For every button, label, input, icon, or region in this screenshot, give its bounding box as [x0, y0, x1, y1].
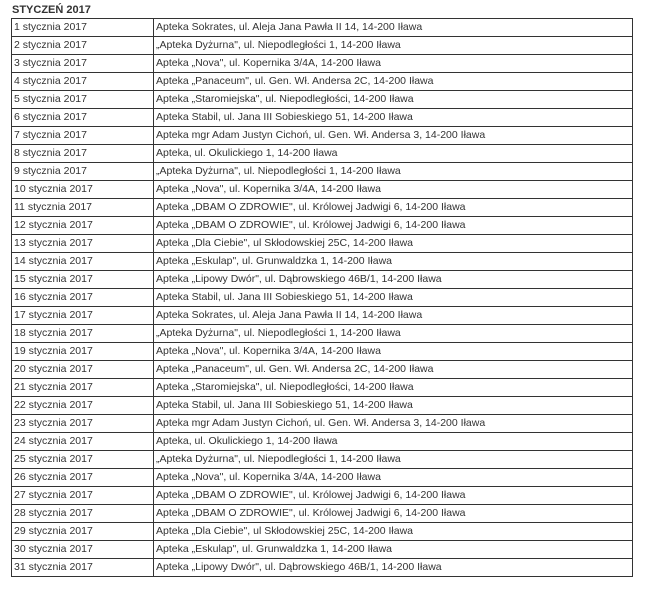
date-cell: 13 stycznia 2017 [12, 235, 154, 253]
date-cell: 6 stycznia 2017 [12, 109, 154, 127]
pharmacy-cell: Apteka „Staromiejska", ul. Niepodległości, 14-200 Iława [154, 91, 633, 109]
table-row [12, 307, 633, 325]
table-row [12, 559, 633, 577]
date-cell: 24 stycznia 2017 [12, 433, 154, 451]
table-row [12, 73, 633, 91]
pharmacy-cell: Apteka „DBAM O ZDROWIE", ul. Królowej Jadwigi 6, 14-200 Iława [154, 505, 633, 523]
date-cell: 20 stycznia 2017 [12, 361, 154, 379]
pharmacy-cell: Apteka mgr Adam Justyn Cichoń, ul. Gen. Wł. Andersa 3, 14-200 Iława [154, 415, 633, 433]
date-cell: 25 stycznia 2017 [12, 451, 154, 469]
date-cell: 8 stycznia 2017 [12, 145, 154, 163]
pharmacy-cell: Apteka Stabil, ul. Jana III Sobieskiego 51, 14-200 Iława [154, 109, 633, 127]
table-row [12, 55, 633, 73]
pharmacy-cell: Apteka „Eskulap", ul. Grunwaldzka 1, 14-200 Iława [154, 541, 633, 559]
table-row [12, 505, 633, 523]
pharmacy-cell: Apteka „Lipowy Dwór", ul. Dąbrowskiego 46B/1, 14-200 Iława [154, 559, 633, 577]
table-row [12, 235, 633, 253]
date-cell: 28 stycznia 2017 [12, 505, 154, 523]
date-cell: 3 stycznia 2017 [12, 55, 154, 73]
pharmacy-cell: Apteka Sokrates, ul. Aleja Jana Pawła II 14, 14-200 Iława [154, 307, 633, 325]
date-cell: 11 stycznia 2017 [12, 199, 154, 217]
table-row [12, 379, 633, 397]
table-row [12, 415, 633, 433]
date-cell: 2 stycznia 2017 [12, 37, 154, 55]
pharmacy-cell: Apteka, ul. Okulickiego 1, 14-200 Iława [154, 145, 633, 163]
pharmacy-cell: Apteka „Staromiejska", ul. Niepodległości, 14-200 Iława [154, 379, 633, 397]
pharmacy-cell: Apteka „Panaceum", ul. Gen. Wł. Andersa 2C, 14-200 Iława [154, 73, 633, 91]
date-cell: 30 stycznia 2017 [12, 541, 154, 559]
date-cell: 17 stycznia 2017 [12, 307, 154, 325]
month-title: STYCZEŃ 2017 [12, 4, 91, 16]
date-cell: 10 stycznia 2017 [12, 181, 154, 199]
pharmacy-cell: „Apteka Dyżurna", ul. Niepodległości 1, 14-200 Iława [154, 163, 633, 181]
table-row [12, 37, 633, 55]
date-cell: 7 stycznia 2017 [12, 127, 154, 145]
table-row [12, 325, 633, 343]
table-row [12, 145, 633, 163]
date-cell: 12 stycznia 2017 [12, 217, 154, 235]
pharmacy-cell: Apteka „Nova", ul. Kopernika 3/4A, 14-200 Iława [154, 343, 633, 361]
date-cell: 18 stycznia 2017 [12, 325, 154, 343]
pharmacy-cell: Apteka Sokrates, ul. Aleja Jana Pawła II 14, 14-200 Iława [154, 19, 633, 37]
table-row [12, 163, 633, 181]
pharmacy-cell: Apteka „DBAM O ZDROWIE", ul. Królowej Jadwigi 6, 14-200 Iława [154, 217, 633, 235]
table-row [12, 523, 633, 541]
date-cell: 5 stycznia 2017 [12, 91, 154, 109]
date-cell: 1 stycznia 2017 [12, 19, 154, 37]
table-row [12, 217, 633, 235]
pharmacy-cell: „Apteka Dyżurna", ul. Niepodległości 1, 14-200 Iława [154, 37, 633, 55]
date-cell: 22 stycznia 2017 [12, 397, 154, 415]
table-row [12, 343, 633, 361]
date-cell: 15 stycznia 2017 [12, 271, 154, 289]
table-row [12, 487, 633, 505]
pharmacy-cell: Apteka „Lipowy Dwór", ul. Dąbrowskiego 46B/1, 14-200 Iława [154, 271, 633, 289]
table-row [12, 289, 633, 307]
table-row [12, 91, 633, 109]
pharmacy-cell: Apteka „Nova", ul. Kopernika 3/4A, 14-200 Iława [154, 181, 633, 199]
pharmacy-cell: Apteka „DBAM O ZDROWIE", ul. Królowej Jadwigi 6, 14-200 Iława [154, 487, 633, 505]
date-cell: 23 stycznia 2017 [12, 415, 154, 433]
date-cell: 19 stycznia 2017 [12, 343, 154, 361]
date-cell: 9 stycznia 2017 [12, 163, 154, 181]
pharmacy-duty-table [11, 18, 633, 577]
pharmacy-cell: Apteka, ul. Okulickiego 1, 14-200 Iława [154, 433, 633, 451]
pharmacy-cell: Apteka mgr Adam Justyn Cichoń, ul. Gen. Wł. Andersa 3, 14-200 Iława [154, 127, 633, 145]
date-cell: 29 stycznia 2017 [12, 523, 154, 541]
pharmacy-cell: Apteka „Dla Ciebie", ul Skłodowskiej 25C, 14-200 Iława [154, 523, 633, 541]
table-row [12, 469, 633, 487]
pharmacy-duty-table-body [12, 19, 633, 577]
pharmacy-cell: Apteka „Eskulap", ul. Grunwaldzka 1, 14-200 Iława [154, 253, 633, 271]
table-row [12, 271, 633, 289]
pharmacy-cell: Apteka Stabil, ul. Jana III Sobieskiego 51, 14-200 Iława [154, 289, 633, 307]
pharmacy-cell: Apteka „Nova", ul. Kopernika 3/4A, 14-200 Iława [154, 55, 633, 73]
table-row [12, 127, 633, 145]
date-cell: 14 stycznia 2017 [12, 253, 154, 271]
table-row [12, 397, 633, 415]
date-cell: 26 stycznia 2017 [12, 469, 154, 487]
pharmacy-cell: Apteka „Dla Ciebie", ul Skłodowskiej 25C, 14-200 Iława [154, 235, 633, 253]
table-row [12, 253, 633, 271]
pharmacy-cell: Apteka Stabil, ul. Jana III Sobieskiego 51, 14-200 Iława [154, 397, 633, 415]
table-row [12, 181, 633, 199]
table-row [12, 109, 633, 127]
date-cell: 16 stycznia 2017 [12, 289, 154, 307]
table-row [12, 433, 633, 451]
date-cell: 21 stycznia 2017 [12, 379, 154, 397]
table-row [12, 19, 633, 37]
table-row [12, 541, 633, 559]
date-cell: 4 stycznia 2017 [12, 73, 154, 91]
date-cell: 31 stycznia 2017 [12, 559, 154, 577]
pharmacy-cell: „Apteka Dyżurna", ul. Niepodległości 1, 14-200 Iława [154, 325, 633, 343]
table-row [12, 361, 633, 379]
table-row [12, 451, 633, 469]
pharmacy-cell: Apteka „DBAM O ZDROWIE", ul. Królowej Jadwigi 6, 14-200 Iława [154, 199, 633, 217]
pharmacy-cell: „Apteka Dyżurna", ul. Niepodległości 1, 14-200 Iława [154, 451, 633, 469]
table-row [12, 199, 633, 217]
pharmacy-cell: Apteka „Panaceum", ul. Gen. Wł. Andersa 2C, 14-200 Iława [154, 361, 633, 379]
date-cell: 27 stycznia 2017 [12, 487, 154, 505]
pharmacy-cell: Apteka „Nova", ul. Kopernika 3/4A, 14-200 Iława [154, 469, 633, 487]
